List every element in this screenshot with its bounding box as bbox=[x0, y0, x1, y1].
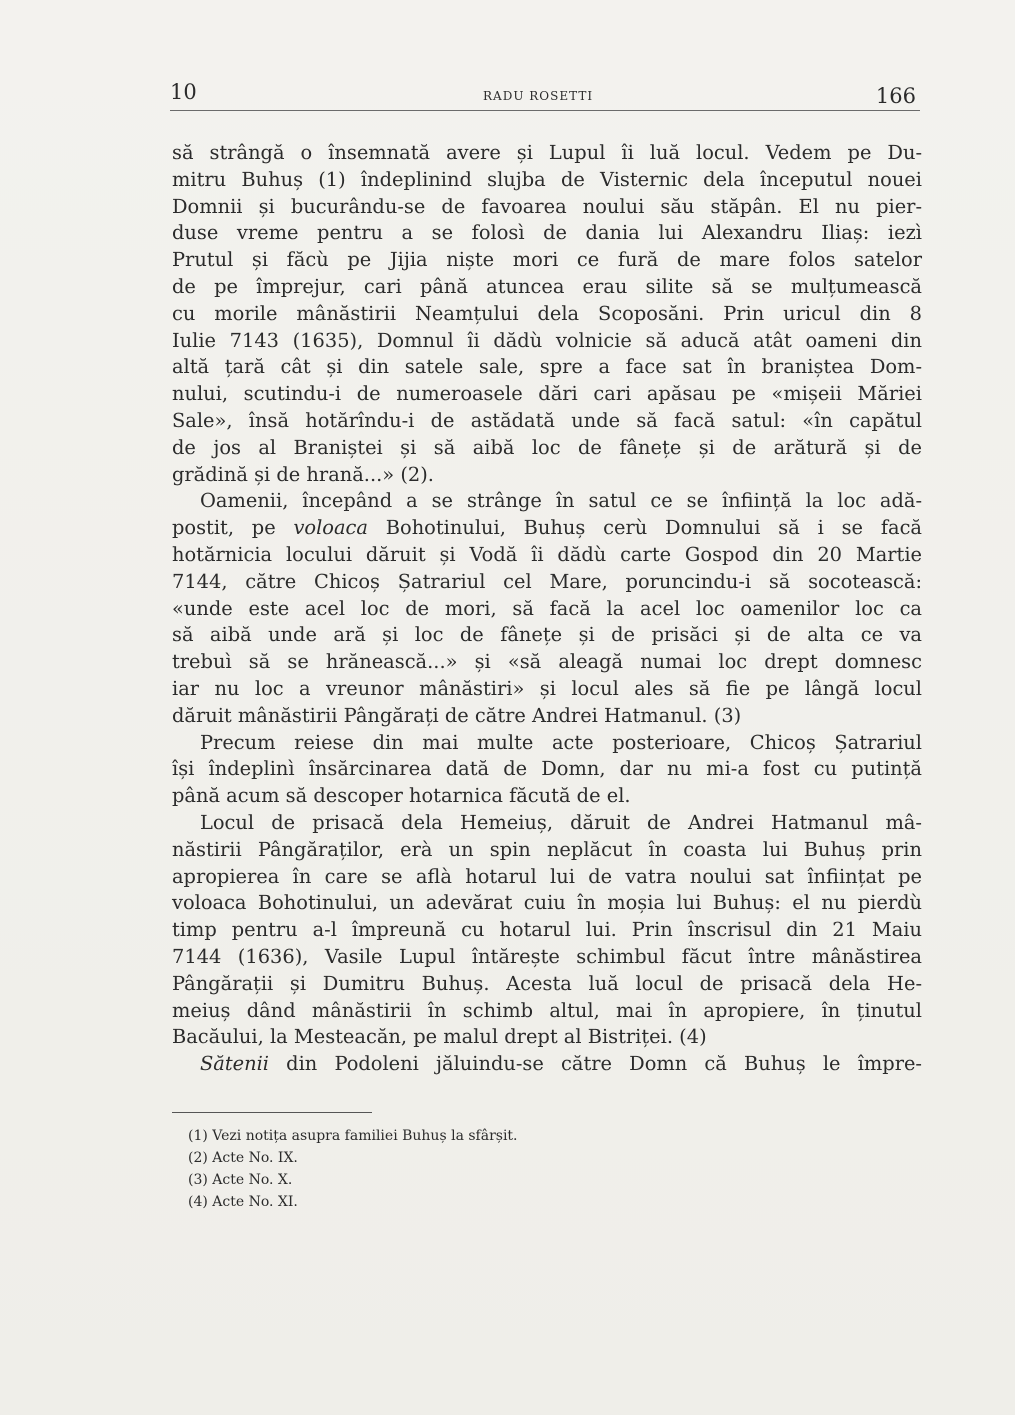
italic-term: Sătenii bbox=[200, 1052, 270, 1076]
text-line: Pângărații și Dumitru Buhuș. Acesta luă locul de prisacă dela He- bbox=[172, 971, 922, 995]
text-line: până acum să descoper hotarnica făcută de el. bbox=[172, 784, 631, 808]
text-line: trebuì să se hrănească...» și «să aleagă numai loc drept domnesc bbox=[172, 650, 922, 674]
running-title: RADU ROSETTI bbox=[483, 89, 594, 103]
text-line: își îndeplinì însărcinarea dată de Domn, dar nu mi-a fost cu putință bbox=[172, 757, 922, 781]
text-line: apropierea în care se aflà hotarul lui de vatra noului sat înființat pe bbox=[172, 864, 922, 888]
page-number-right: 166 bbox=[875, 84, 916, 108]
page-number-left: 10 bbox=[170, 80, 197, 104]
text-line: cu morile mânăstirii Neamțului dela Scoposăni. Prin uricul din 8 bbox=[172, 301, 922, 325]
text-line: iar nu loc a vreunor mânăstiri» și locul ales să fie pe lângă locul bbox=[172, 676, 922, 700]
footnote: (1) Vezi notița asupra familiei Buhuș la sfârșit. bbox=[188, 1128, 518, 1144]
text-line: hotărnicia locului dăruit și Vodă îi dădù carte Gospod din 20 Martie bbox=[172, 542, 922, 566]
page-header bbox=[170, 80, 920, 110]
text-line: Sale», însă hotărîndu-i de astădată unde să facă satul: «în capătul bbox=[172, 408, 922, 432]
footnote: (4) Acte No. XI. bbox=[188, 1194, 298, 1210]
text-span: postit, pe bbox=[172, 516, 294, 540]
text-line: Precum reiese din mai multe acte posterioare, Chicoș Șatrariul bbox=[200, 730, 922, 754]
text-line: năstirii Pângăraților, erà un spin neplăcut în coasta lui Buhuș prin bbox=[172, 837, 922, 861]
footnote: (3) Acte No. X. bbox=[188, 1172, 293, 1188]
text-span: Bohotinului, Buhuș cerù Domnului să i se facă bbox=[367, 516, 922, 540]
text-span: din Podoleni jăluindu-se către Domn că Buhuș le împre- bbox=[269, 1052, 922, 1076]
text-line bbox=[172, 1051, 922, 1078]
footnote-divider bbox=[172, 1112, 372, 1113]
text-line: timp pentru a-l împreună cu hotarul lui. Prin înscrisul din 21 Maiu bbox=[172, 918, 922, 942]
text-line: să strângă o însemnată avere și Lupul îi luă locul. Vedem pe Du- bbox=[172, 141, 922, 164]
text-line: meiuș dând mânăstirii în schimb altul, mai în apropiere, în ținutul bbox=[172, 998, 922, 1022]
body-text bbox=[172, 140, 922, 1078]
text-line: Oamenii, începând a se strânge în satul ce se înființă la loc adă- bbox=[200, 489, 922, 513]
text-line: grădină și de hrană...» (2). bbox=[172, 462, 434, 486]
text-line: duse vreme pentru a se folosì de dania lui Alexandru Iliaș: iezì bbox=[172, 221, 922, 245]
footnotes bbox=[188, 1125, 888, 1213]
text-line: 7144 (1636), Vasile Lupul întărește schimbul făcut între mânăstirea bbox=[172, 944, 922, 968]
text-line: de pe împrejur, cari până atuncea erau silite să se mulțumească bbox=[172, 274, 922, 298]
text-line: «unde este acel loc de mori, să facă la acel loc oamenilor loc ca bbox=[172, 596, 922, 620]
text-line: nului, scutindu-i de numeroasele dări cari apăsau pe «mișeii Măriei bbox=[172, 382, 922, 406]
text-line: dăruit mânăstirii Pângărați de către Andrei Hatmanul. (3) bbox=[172, 703, 742, 727]
text-line: altă țară cât și din satele sale, spre a face sat în braniștea Dom- bbox=[172, 355, 922, 379]
footnote: (2) Acte No. IX. bbox=[188, 1150, 298, 1166]
italic-term: voloaca bbox=[293, 516, 368, 540]
text-line: Bacăului, la Mesteacăn, pe malul drept al Bistriței. (4) bbox=[172, 1025, 707, 1049]
text-line: 7144, către Chicoș Șatrariul cel Mare, poruncindu-i să socotească: bbox=[172, 569, 922, 593]
header-divider bbox=[170, 110, 920, 111]
text-line: Domnii și bucurându-se de favoarea noului său stăpân. El nu pier- bbox=[172, 194, 922, 218]
text-line bbox=[172, 515, 922, 542]
text-line: Locul de prisacă dela Hemeiuș, dăruit de Andrei Hatmanul mâ- bbox=[200, 810, 922, 834]
text-line: de jos al Braniștei și să aibă loc de fânețe și de arătură și de bbox=[172, 435, 922, 459]
text-line: mitru Buhuș (1) îndeplinind slujba de Visternic dela începutul nouei bbox=[172, 167, 922, 191]
text-line: voloaca Bohotinului, un adevărat cuiu în moșia lui Buhuș: el nu pierdù bbox=[172, 891, 922, 915]
text-line: Iulie 7143 (1635), Domnul îi dădù volnicie să aducă atât oameni din bbox=[172, 328, 922, 352]
text-line: să aibă unde ară și loc de fânețe și de prisăci și de alta ce va bbox=[172, 623, 922, 647]
text-line: Prutul și făcù pe Jijia niște mori ce fură de mare folos satelor bbox=[172, 248, 922, 272]
